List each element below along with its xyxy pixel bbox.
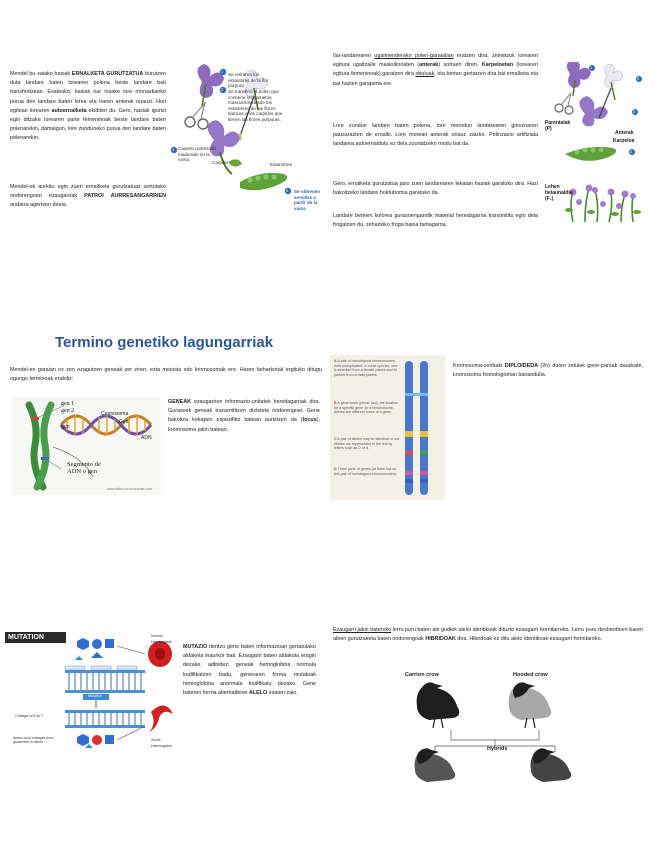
open-flower-icon [579, 88, 611, 126]
f1-plants-icon [565, 185, 641, 223]
pea-generation-figure [545, 62, 645, 227]
parentalak-label: Parentalak (P) [545, 120, 571, 132]
gene-paragraph: GENEAK ezaugarrien informazio-unitatek heredagarriak dira. Gurasoek geneak transmititzen diztsieta ondorengoei. Gene bakoitza kokapen espezifiko batean aurkitzen da (locus), kromosoma jakin batean. [168, 399, 320, 433]
mendel-paragraph-2: Mendel-ek aurkitu egin zuen ernaltketa gurutzatuaz sortutako ondorengoan ezaugarriak PATROI AURRESANGARRIEN arabera agertzen direla. [10, 184, 166, 209]
carrion-crow-icon [417, 682, 460, 728]
gen2-label: gen 2 [61, 408, 75, 414]
fig1-label-estambres: Estambres [270, 162, 292, 167]
fig2-step-3: 3 [633, 109, 636, 114]
pea-paragraph-1: Ilar-landarearen ugalmenderako polen-garaiatian eratzen dira, zeinetzuk lorearen egitura ugaltzaile maskulinoaten (anterak) sortuen diren. Karpeloetan (lorearen egitura femeninoak) garatzen dira obuluak, eta bertan gertatzen dira bai ernalketa eta bai hazien garapena ere. [333, 53, 538, 87]
dna-strand-mutant-icon [65, 710, 145, 728]
fig1-label-1: Se retiraron los estambres de la flor púrpura. [228, 72, 269, 89]
mutation-figure [5, 632, 175, 754]
fig1-step-2: 2 [221, 87, 224, 92]
fig1-step-4: 4 [286, 188, 289, 193]
sickle-cell-icon [149, 705, 173, 732]
anterak-label: Anterak [615, 130, 634, 136]
fig1-label-2: Se transfirió el polen que contiene los gametos masculinos desde los estambres de las flores blancas a los carpelos que tienen las flores púrpuras. [228, 89, 283, 122]
fig2-step-4: 4 [630, 149, 633, 154]
pea-pod-icon [240, 173, 287, 190]
adn-label: ADN [141, 435, 152, 441]
fig2-step-2: 2 [637, 76, 640, 81]
dna-strand-icon [65, 666, 145, 693]
change-label: Change of A to T [15, 714, 44, 718]
white-flower-icon [605, 64, 624, 100]
scissors-icon [555, 93, 573, 114]
crow-hybrid-figure [395, 668, 595, 783]
pea-paragraph-3: Gero, ernalketa gurutzatua jaso zuen landarearen lekatan haziak garatuko dira. Hazi bakoitzeko landare hoktubomia garatuko da. [333, 181, 538, 197]
hybrid-crow-icon [531, 748, 572, 782]
scissors-icon [185, 102, 208, 129]
mutation-paragraph: MUTAZIO deritzo gene baten informazioan gertatutako aldaketa inaurkor bati. Ezaugarri baten aldakota eragin dezake, adibidez, geneak hemoglobina normala kodifikatzen badu, generaren forma mutatuak hemoglobina anormala kodifikatu dezake. Gene bateren forma alternatiboei ALELO esaten zaio. [183, 644, 316, 697]
hooded-crow-icon [509, 682, 552, 728]
hybrid-paragraph: Ezaugarri jakin bateroko lerru puru baten ale gudiek aleloi identikoak dituzte ezaugarri hornitarreko. Lerru puru desberdinen baren aleen gurutzaketa baten ondorengoak HIBRIDOAK dira. Hibridoak ez ditu alelo identikoak ezaugarri hornitaroko. [333, 627, 643, 643]
homologous-note-b: B A gene locus (plural, loci), the location for a specific gene on a chromosome. Alleles are different forms of a gene. [334, 401, 398, 415]
gen-dna-label: Gen [119, 419, 129, 425]
cromosoma-label: Cromosoma [101, 411, 129, 417]
dna-helix-icon [61, 415, 151, 435]
normal-haemoglobin-label: Normal Haemoglobin [151, 634, 173, 644]
cross-pollination-figure [170, 62, 320, 212]
gen-label: gen [61, 424, 70, 430]
homologous-chromosomes-figure [330, 355, 445, 500]
mutation-box-label: Mutation [88, 694, 102, 698]
fig1-step-3: 3 [172, 147, 175, 152]
amino-acid-label: Amino acid changes from glutamine to valine [13, 736, 54, 745]
terms-intro: Mendel-en garaian ez zen ezagutzen geneak zer ziren, ezta meiosia edo kromosomak ere. Haren beharkotak ergituko ditugu ogungo terminoak erabiliz: [10, 367, 322, 383]
chromosome-icon [29, 405, 51, 487]
pea-paragraph-2: Lore zundun landare baten polena, lore morodun landarearen ginozoaren pausarazten de ernalki. Lore morean anterak onauz zaizko. Polinzazio artifiziala landarea autoernaldutu ez dela zuurtatzeko modu bat da. [333, 123, 538, 148]
amino-acid-icon [75, 638, 114, 660]
homologous-note-d: D Three pairs of genes (at three loci on this pair of homologous chromosomes). [334, 467, 397, 476]
sickle-haemoglobin-label: Sickle Haemoglobin [151, 738, 173, 748]
amino-acid-mutant-icon [77, 734, 114, 748]
chromosome-icon [405, 361, 428, 495]
purple-flower-icon [567, 62, 591, 96]
adn-segment-label: Segmento de ADN o gen [67, 461, 101, 475]
pea-paragraph-4: Landare bemien kolorea gurasoengandik material heredagarria transmititu egin dela frogatzen du, zehazkiko froga baina behagarria. [333, 213, 538, 229]
pea-pod-icon [565, 147, 616, 161]
chromosome-dna-figure [11, 397, 161, 495]
fig1-label-4: Se obtienen semillas a partir de la vaina [294, 189, 321, 211]
lehen-belaunaldia-label: Lehen belaunaldia (F₁) [545, 184, 573, 202]
section-heading: Termino genetiko lagungarriak [55, 334, 274, 351]
fig1-label-3: Carpelo polinizado madurado en la vaina. [178, 146, 217, 163]
mendel-paragraph-1: Mendel bu saiako hasiak ERNALKETA GURUTZATUA burutzen duta landare baten lorearen polena beste landare bati transferitzean. Esateako, hasiak har lozake lore monaskanko purua den landare baten lorea eta haren anterak onauzi. Hori egitean lorearen autoernalketa ekiditen du. Gero, hasiak igurtzi egin ditzake lorearen parte femeninoak beste landare baten polenarekin, damaigun, lore zuriduneko purua den landare baten polenarekin. [10, 71, 166, 142]
mutation-title: MUTATION [5, 632, 66, 643]
fig1-step-1: 1 [221, 69, 224, 74]
hooded-crow-label: Hooded crow [513, 672, 548, 678]
gen1-label: gen 1 [61, 401, 75, 407]
homologous-note-c: C A pair of alleles may be identical or not. Alleles are represented in the text by letters such as D or d. [334, 437, 400, 451]
source-caption: www.aiboro.cromosomas.com [107, 487, 153, 491]
fig2-step-1: 1 [590, 65, 593, 70]
hybrids-label: Hybrids [487, 746, 508, 752]
hybrid-crow-icon [415, 748, 456, 782]
karpeloa-label: Karpeloa [613, 138, 635, 144]
fig1-label-carpelo: Carpelo [212, 160, 229, 165]
homologous-note-a: A A pair of homologous chromosomes, both unduplicated. In most species, one is inherited from a female parent and its partner from a male parent. [334, 359, 398, 377]
diploid-paragraph: Kromosoma-zenbaki DIPLOIDEDA (2n) duten zeluiek gene-parsak dauzkate, kromosoma homologoetan banandulia. [453, 363, 643, 379]
carrion-crow-label: Carrion crow [405, 672, 439, 678]
